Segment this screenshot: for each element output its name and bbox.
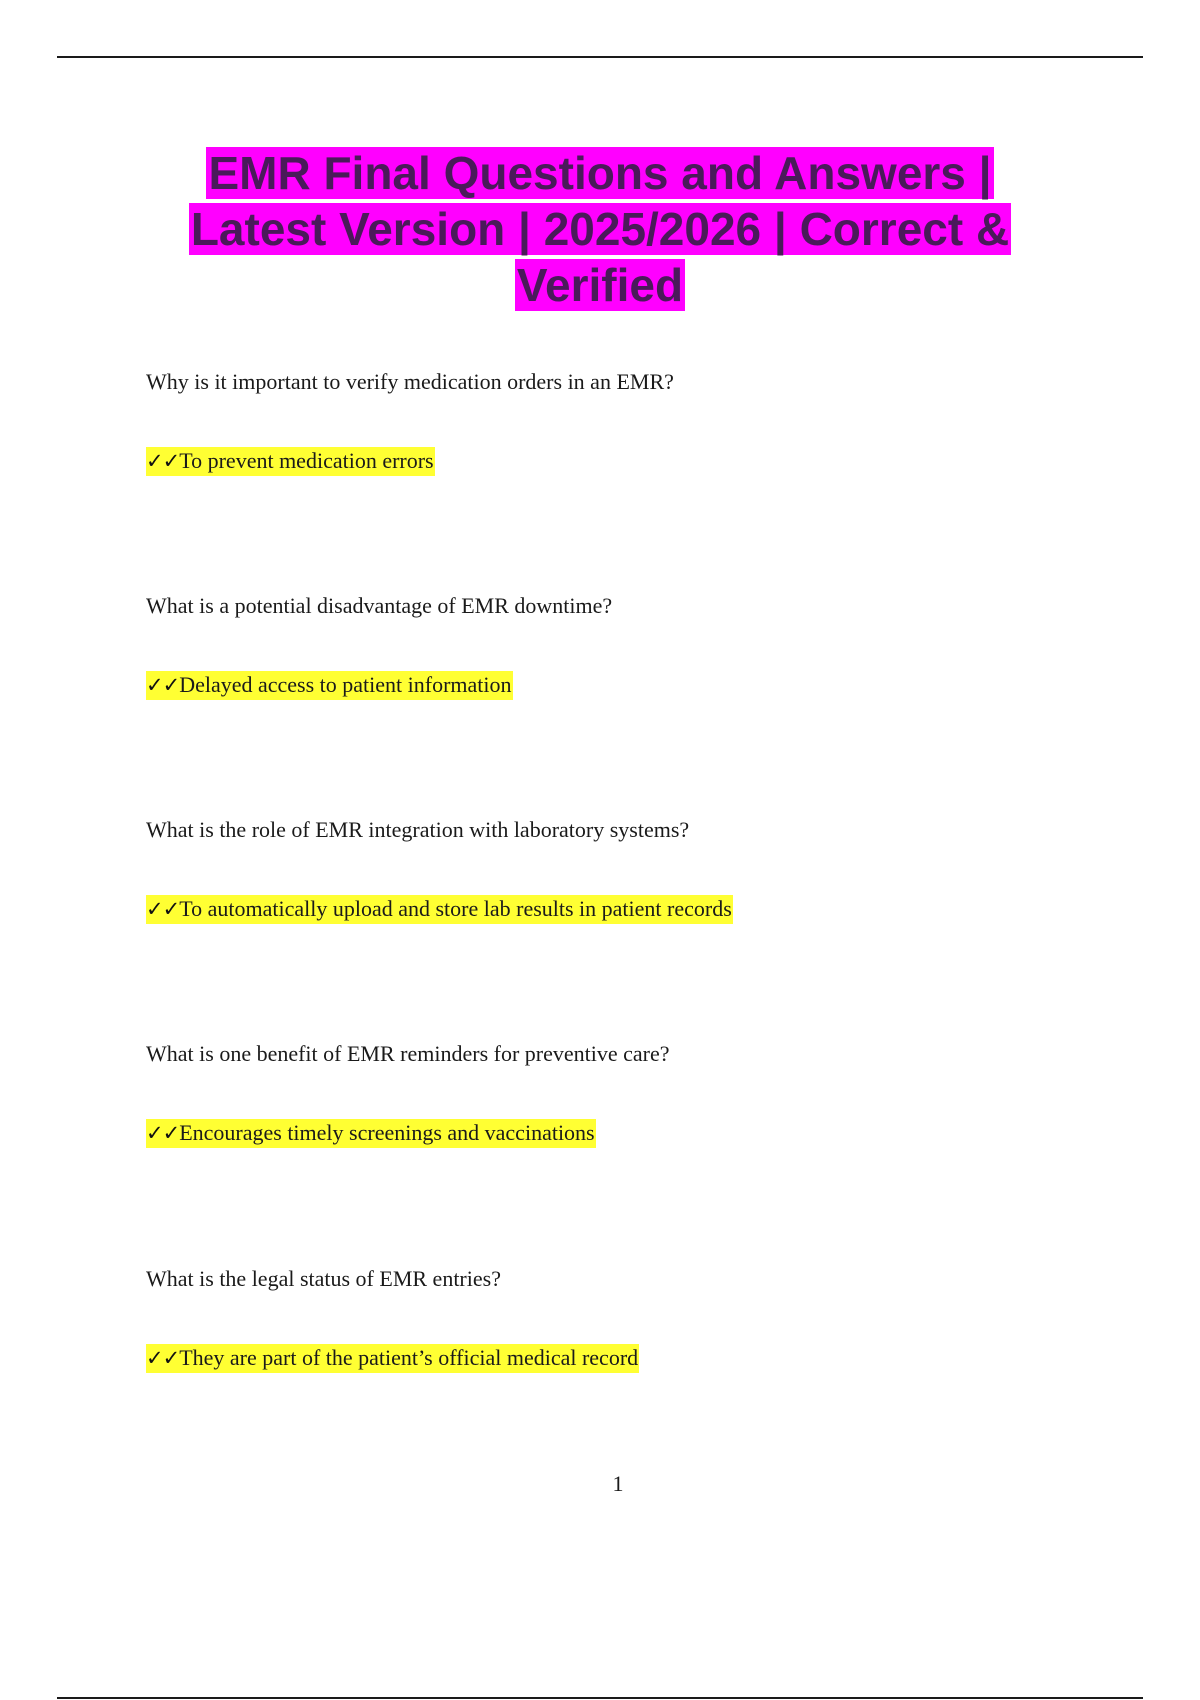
answer	[146, 893, 733, 925]
answer-highlight	[146, 447, 435, 476]
question-text: What is the role of EMR integration with laboratory systems?	[146, 817, 690, 842]
qa-item	[146, 1265, 1106, 1370]
answer	[146, 1342, 639, 1374]
double-check-icon: ✓✓	[146, 1346, 180, 1370]
answer	[146, 1117, 596, 1149]
qa-item	[146, 592, 1106, 697]
qa-item	[146, 1040, 1106, 1145]
answer-highlight	[146, 1119, 596, 1148]
answer-text: Encourages timely screenings and vaccinations	[179, 1120, 595, 1145]
question-text: What is one benefit of EMR reminders for preventive care?	[146, 1041, 670, 1066]
question-text: What is a potential disadvantage of EMR downtime?	[146, 593, 613, 618]
answer-text: They are part of the patient’s official medical record	[179, 1345, 639, 1370]
title-line-2: Latest Version | 2025/2026 | Correct &	[190, 203, 1010, 255]
answer-highlight	[146, 895, 733, 924]
double-check-icon: ✓✓	[146, 1121, 180, 1145]
double-check-icon: ✓✓	[146, 673, 180, 697]
question-text: Why is it important to verify medication orders in an EMR?	[146, 369, 674, 394]
qa-item	[146, 368, 1106, 473]
answer-text: Delayed access to patient information	[179, 672, 512, 697]
double-check-icon: ✓✓	[146, 449, 180, 473]
title-line-1: EMR Final Questions and Answers |	[208, 147, 992, 199]
double-check-icon: ✓✓	[146, 897, 180, 921]
answer-text: To prevent medication errors	[179, 448, 434, 473]
page-number: 1	[612, 1471, 624, 1496]
qa-item	[146, 816, 1106, 921]
document-title	[60, 145, 1140, 313]
top-rule	[57, 56, 1143, 58]
question-text: What is the legal status of EMR entries?	[146, 1266, 501, 1291]
answer-highlight	[146, 671, 513, 700]
title-line-3: Verified	[516, 259, 684, 311]
bottom-rule	[57, 1697, 1143, 1699]
answer	[146, 445, 435, 477]
answer	[146, 669, 513, 701]
answer-highlight	[146, 1344, 639, 1373]
answer-text: To automatically upload and store lab results in patient records	[179, 896, 732, 921]
